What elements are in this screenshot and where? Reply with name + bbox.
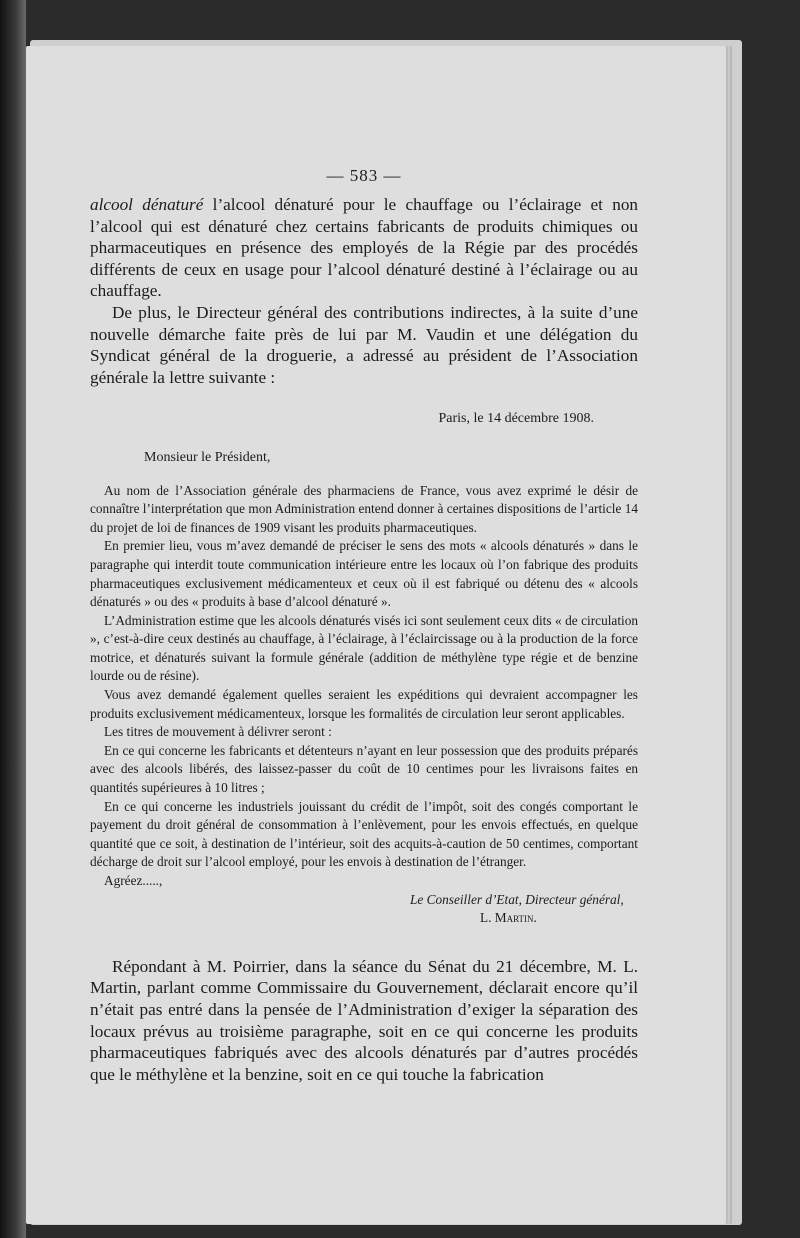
paragraph-continuation <box>90 194 638 302</box>
page-content <box>90 166 639 1085</box>
letter-paragraph: L’Administration estime que les alcools dénaturés visés ici sont seulement ceux dits « de circulation », c’est-à-dire ceux destinés au chauffage, à l’éclairage, à l’éclaircissage ou à la production de la force motrice, et dénaturés suivant la formule générale (addition de méthylène type régie et de benzine lourde ou de résine). <box>90 612 638 684</box>
letter-paragraph: Au nom de l’Association générale des pharmaciens de France, vous avez exprimé le désir de connaître l’interprétation que mon Administration entend donner à certaines dispositions de l’article 14 du projet de loi de finances de 1909 visant les produits pharmaceutiques. <box>90 482 638 535</box>
letter-paragraph: Les titres de mouvement à délivrer seront : <box>104 724 332 740</box>
paragraph: De plus, le Directeur général des contributions indirectes, à la suite d’une nouvelle démarche faite près de lui par M. Vaudin et une délégation du Syndicat général de la droguerie, a adressé au président de l’Association générale la lettre suivante : <box>90 302 638 387</box>
final-text <box>90 956 638 1086</box>
paragraph: Répondant à M. Poirrier, dans la séance du Sénat du 21 décembre, M. L. Martin, parlant comme Commissaire du Gouvernement, déclarait encore qu’il n’était pas entré dans la pensée de l’Administration d’exiger la séparation des locaux prévus au troisième paragraphe, soit en ce qui concerne les produits pharmaceutiques fabriqués avec des alcools dénaturés par d’autres procédés que le méthylène et la benzine, soit en ce qui touche la fabrication <box>90 956 638 1084</box>
italic-term: alcool dénaturé <box>90 195 204 214</box>
letter-paragraph: Vous avez demandé également quelles seraient les expéditions qui devraient accompagner les produits exclusivement médicamenteux, lorsque les formalités de circulation leur seront applicables. <box>90 687 638 721</box>
paragraph-text: l’alcool dénaturé pour le chauffage ou l’éclairage et non l’alcool qui est dénaturé chez certains fabricants de produits chimiques ou pharmaceutiques en présence des employés de la Régie par des procédés différents de ceux en usage pour l’alcool dénaturé destiné à l’éclairage ou au chauffage. <box>90 195 639 301</box>
page-number: — 583 — <box>326 166 402 185</box>
signature-title: Le Conseiller d’Etat, Directeur général, <box>410 891 624 907</box>
letter-paragraph: En premier lieu, vous m’avez demandé de préciser le sens des mots « alcools dénaturés » dans le paragraphe qui interdit toute communication intérieure entre les locaux où l’on fabrique des produits pharmaceutiques exclusivement médicamenteux et ceux où il est fabriqué ou détenu des « alcools dénaturés » ou des « produits à base d’alcool dénaturé ». <box>90 538 638 610</box>
document-page <box>26 46 726 1224</box>
letter-salutation: Monsieur le Président, <box>144 449 271 465</box>
quoted-letter <box>90 410 638 927</box>
letter-paragraph: En ce qui concerne les industriels jouissant du crédit de l’impôt, soit des congés comportant le payement du droit général de consommation à l’enlèvement, pour les envois effectués, en quelque quantité que ce soit, à destination de l’intérieur, soit des acquits-à-caution de 50 centimes, comportant décharge de droit sur l’alcool employé, pour les envois à destination de l’étranger. <box>90 798 638 870</box>
signature-name: L. Martin. <box>480 910 537 926</box>
book-binding-edge <box>0 0 26 1238</box>
letter-paragraph: En ce qui concerne les fabricants et détenteurs n’ayant en leur possession que des produits préparés avec des alcools libérés, des laissez-passer du coût de 10 centimes pour les livraisons faites en quantités supérieures à 10 litres ; <box>90 742 638 796</box>
letter-date: Paris, le 14 décembre 1908. <box>438 411 594 427</box>
opening-text <box>90 194 638 388</box>
letter-closing: Agréez....., <box>104 873 163 888</box>
section-separator <box>90 938 638 950</box>
